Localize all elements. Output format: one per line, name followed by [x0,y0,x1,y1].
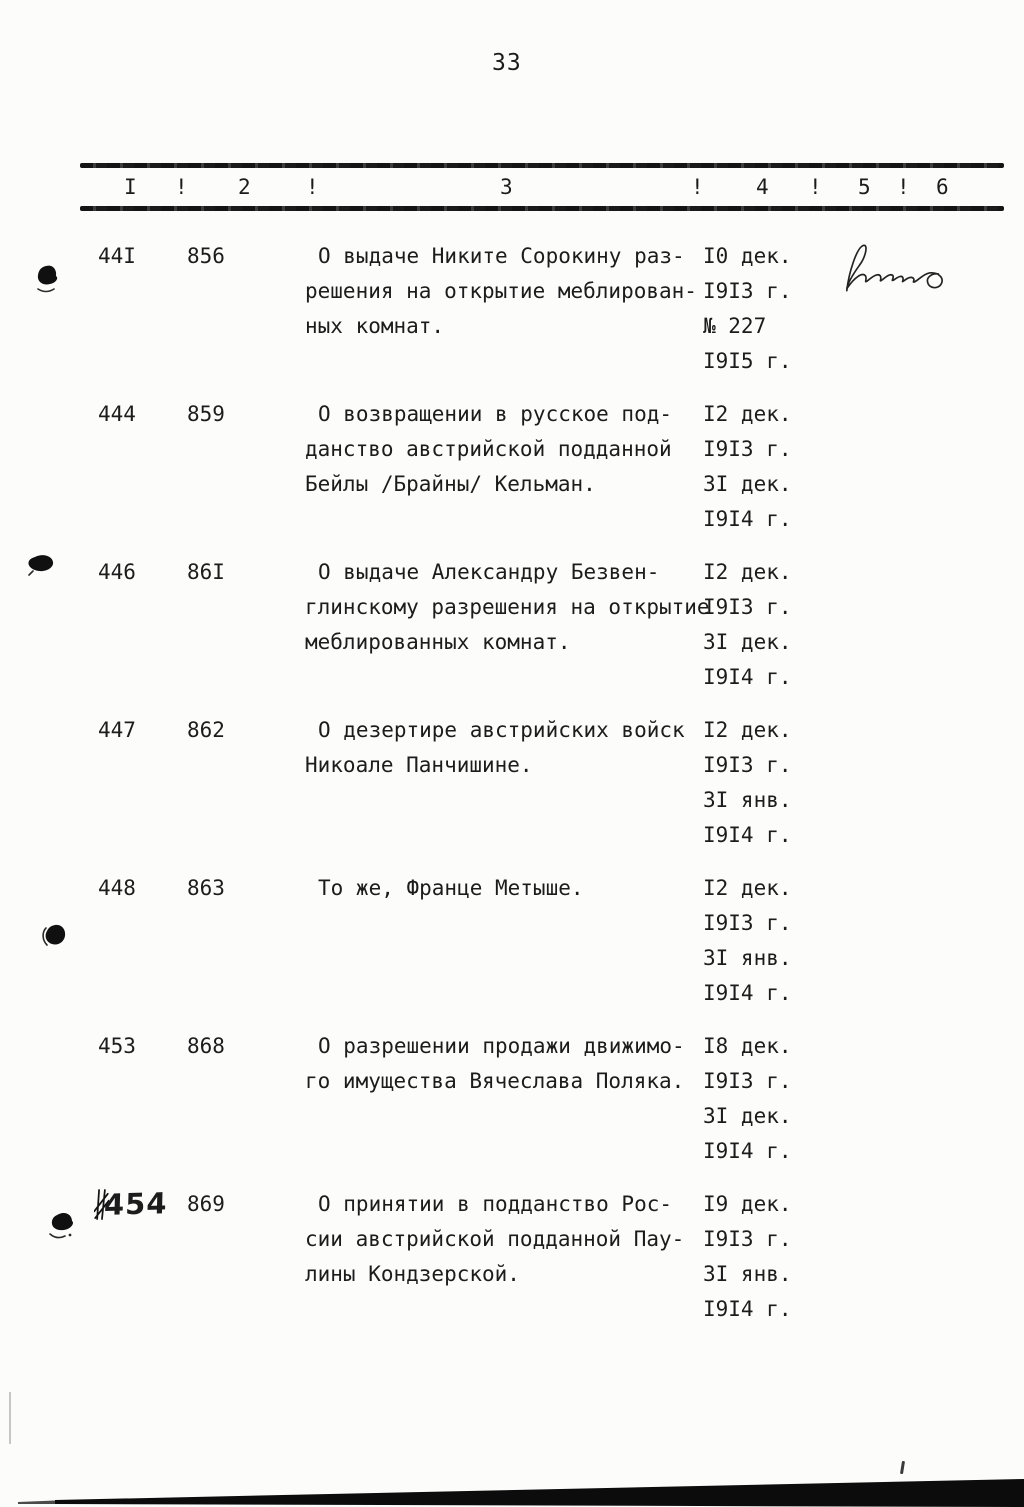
entry-number [80,555,165,590]
entry-number-text: 446 [98,560,136,584]
ink-blob [25,553,57,579]
column-separator: ! [691,175,704,199]
table-row [80,871,1016,1011]
entry-number-text: 447 [98,718,136,742]
column-header-5: 5 [858,175,871,199]
column-header-1: I [124,175,137,199]
case-dates: I9 дек. I9I3 г. 3I янв. I9I4 г. [703,1192,792,1321]
column-header-3: 3 [500,175,513,199]
case-dates: I0 дек. I9I3 г. № 227 I9I5 г. [703,244,792,373]
case-dates: I2 дек. I9I3 г. 3I дек. I9I4 г. [703,560,792,689]
signature-scribble [833,239,961,299]
column-separator: ! [897,175,910,199]
file-number: 859 [187,402,225,426]
file-number: 869 [187,1192,225,1216]
entry-number [80,397,165,432]
notes-cell [815,239,1016,379]
file-number: 856 [187,244,225,268]
column-header-2: 2 [238,175,251,199]
case-title: О выдаче Никите Сорокину раз- решения на открытие меблирован- ных комнат. [305,244,697,338]
case-dates: I2 дек. I9I3 г. 3I янв. I9I4 г. [703,718,792,847]
entry-number-text: 448 [98,876,136,900]
table-row [80,555,1016,695]
entry-number-text: 444 [98,402,136,426]
ink-blob [33,263,61,297]
page-number: 33 [492,50,522,76]
table-row [80,1029,1016,1169]
file-number: 863 [187,876,225,900]
table-header [80,168,1004,206]
notes-cell [815,713,1016,853]
table-row [80,713,1016,853]
table-row [80,397,1016,537]
entry-number [80,1186,168,1225]
case-dates: I2 дек. I9I3 г. 3I дек. I9I4 г. [703,402,792,531]
ink-blob [45,1210,81,1244]
scan-edge-artifact [0,1477,1024,1507]
case-title: О дезертире австрийских войск Никоале Панчишине. [305,718,685,777]
column-separator: ! [306,175,319,199]
notes-cell [815,1187,1016,1327]
case-dates: I2 дек. I9I3 г. 3I янв. I9I4 г. [703,876,792,1005]
notes-cell [815,1029,1016,1169]
entry-number [80,871,165,906]
entry-number [80,713,165,748]
entry-number [80,239,165,274]
file-number: 868 [187,1034,225,1058]
case-dates: I8 дек. I9I3 г. 3I дек. I9I4 г. [703,1034,792,1163]
table-row [80,239,1016,379]
case-title: О выдаче Александру Безвен- глинскому разрешения на открытие меблированных комнат. [305,560,710,654]
file-number: 862 [187,718,225,742]
table-row [80,1187,1016,1327]
scan-edge-line [9,1392,11,1444]
case-title: О принятии в подданство Рос- сии австрийской подданной Пау- лины Кондзерской. [305,1192,685,1286]
entry-number-text: 453 [98,1034,136,1058]
entry-number-text: 454 [103,1186,168,1222]
ink-blob [39,922,71,952]
column-header-4: 4 [756,175,769,199]
case-title: То же, Франце Метыше. [318,876,584,900]
column-header-6: 6 [936,175,949,199]
notes-cell [815,871,1016,1011]
file-number: 86I [187,560,225,584]
column-separator: ! [175,175,188,199]
entry-number-text: 44I [98,244,136,268]
case-title: О разрешении продажи движимо- го имущества Вячеслава Поляка. [305,1034,685,1093]
table-body [80,239,1016,1345]
entry-number [80,1029,165,1064]
scan-speck [900,1461,905,1474]
column-separator: ! [809,175,822,199]
case-title: О возвращении в русское под- данство австрийской подданной Бейлы /Брайны/ Кельман. [305,402,673,496]
notes-cell [815,555,1016,695]
table-rule-bottom [80,206,1004,211]
notes-cell [815,397,1016,537]
